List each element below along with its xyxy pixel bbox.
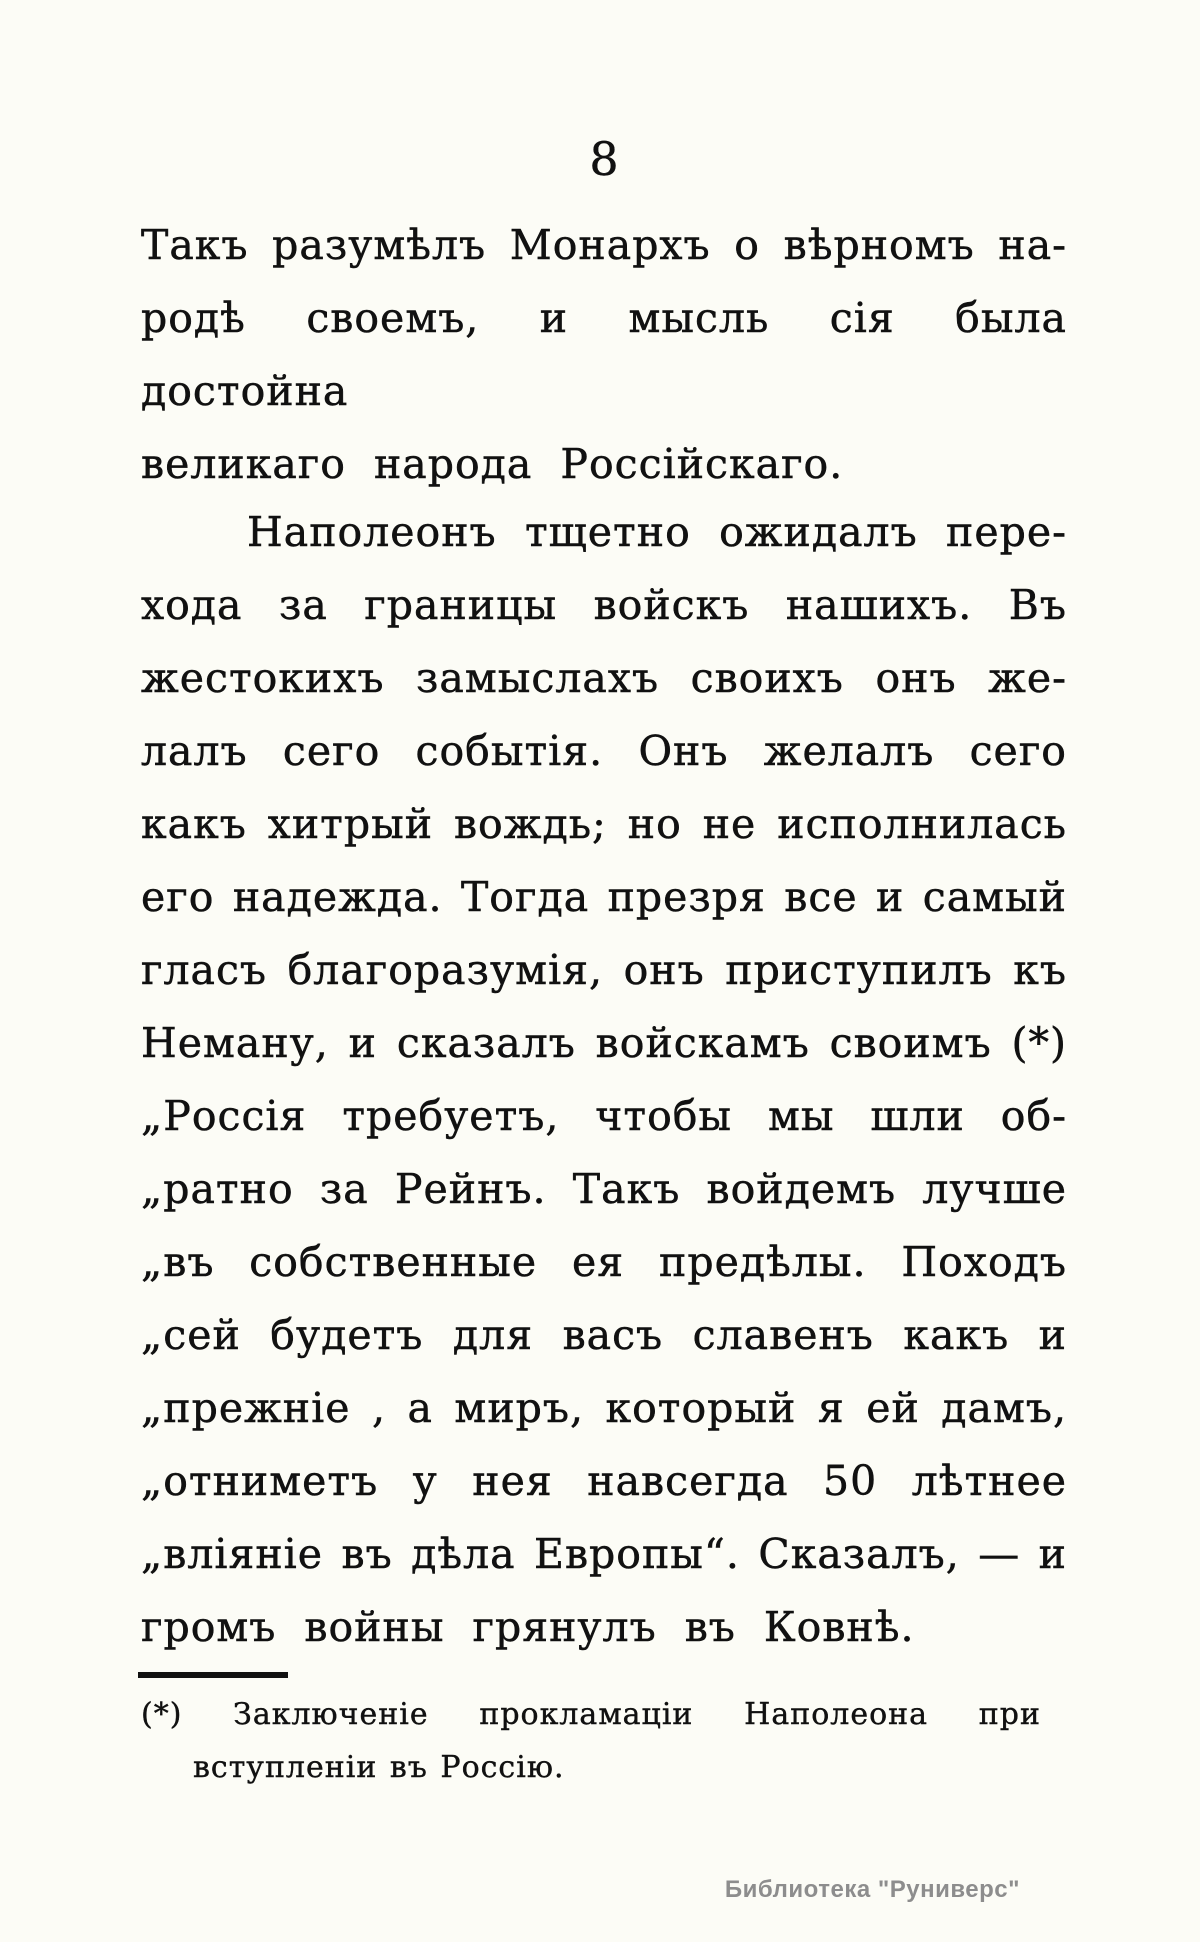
text-line: Наполеонъ тщетно ожидалъ пере- <box>247 508 1067 556</box>
paragraph-2 <box>141 496 1067 1664</box>
footnote <box>141 1688 1041 1794</box>
text-line: Неману, и сказалъ войскамъ своимъ (*) <box>141 1019 1067 1067</box>
text-line: „вліяніе въ дѣла Европы“. Сказалъ, — и <box>141 1530 1067 1578</box>
text-line: великаго народа Россійскаго. <box>141 440 844 488</box>
text-line: лалъ сего событія. Онъ желалъ сего <box>141 727 1067 775</box>
text-line: родѣ своемъ, и мысль сія была достойна <box>141 294 1067 415</box>
text-line: „Россія требуетъ, чтобы мы шли об- <box>141 1092 1067 1140</box>
text-line: его надежда. Тогда презря все и самый <box>141 873 1067 921</box>
text-line: хода за границы войскъ нашихъ. Въ <box>141 581 1067 629</box>
footnote-separator-rule <box>138 1672 288 1678</box>
text-line: гласъ благоразумія, онъ приступилъ къ <box>141 946 1067 994</box>
text-line: „отниметъ у нея навсегда 50 лѣтнее <box>141 1457 1067 1505</box>
text-line: „сей будетъ для васъ славенъ какъ и <box>141 1311 1067 1359</box>
text-line: жестокихъ замыслахъ своихъ онъ же- <box>141 654 1067 702</box>
text-line: Такъ разумѣлъ Монархъ о вѣрномъ на- <box>141 221 1067 269</box>
page-number: 8 <box>589 132 619 186</box>
text-line: какъ хитрый вождь; но не исполнилась <box>141 800 1067 848</box>
footnote-line: (*) Заключеніе прокламаціи Наполеона при <box>141 1697 1041 1732</box>
text-line: громъ войны грянулъ въ Ковнѣ. <box>141 1603 915 1651</box>
library-watermark: Библиотека "Руниверс" <box>724 1876 1020 1903</box>
footnote-line: вступленіи въ Россію. <box>193 1750 565 1785</box>
text-line: „ратно за Рейнъ. Такъ войдемъ лучше <box>141 1165 1067 1213</box>
paragraph-1 <box>141 209 1067 501</box>
text-line: „въ собственные ея предѣлы. Походъ <box>141 1238 1067 1286</box>
text-line: „прежніе , а миръ, который я ей дамъ, <box>141 1384 1067 1432</box>
